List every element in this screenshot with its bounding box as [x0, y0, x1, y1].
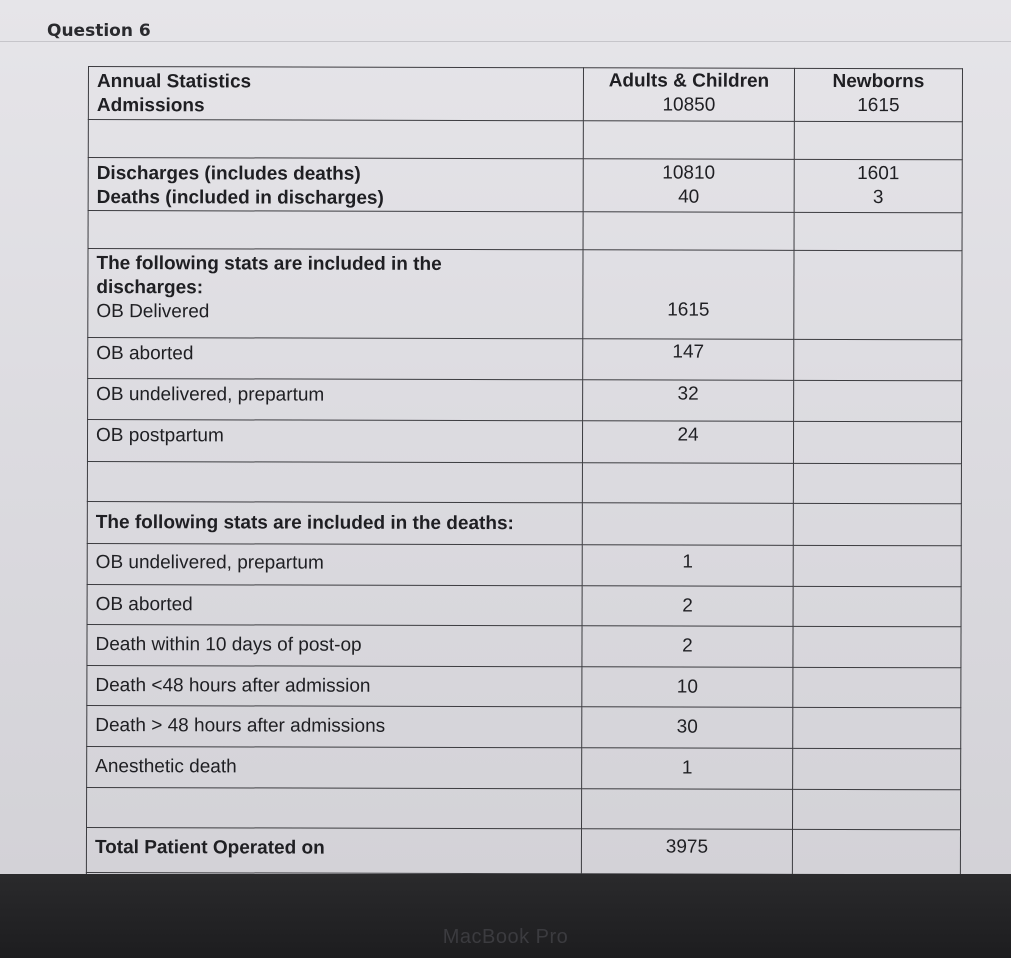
cell-label [87, 501, 582, 544]
discharge-section-heading: The following stats are included in the discharges: [96, 253, 442, 299]
question-header [0, 17, 1011, 42]
table-row [87, 705, 961, 748]
death-row-label: OB undelivered, prepartum [95, 552, 324, 574]
deaths-adults-value: 40 [678, 186, 700, 208]
cell-label [87, 705, 582, 747]
death-row-value: 1 [682, 551, 694, 573]
discharges-label: Discharges (includes deaths) [96, 163, 361, 185]
death-row-value: 10 [676, 676, 698, 698]
cell-label [87, 584, 582, 625]
cell-newborns [794, 159, 962, 212]
death-section-heading: The following stats are included in the deaths: [95, 512, 514, 535]
cell-newborns [794, 380, 962, 421]
cell-newborns [793, 667, 961, 707]
cell-adults [583, 380, 794, 422]
cell-label [87, 624, 582, 666]
laptop-bezel [0, 874, 1011, 958]
death-row-label: Death <48 hours after admission [95, 675, 371, 697]
cell-label [87, 543, 582, 585]
discharge-row-value: 1615 [667, 299, 710, 321]
cell-newborns [793, 586, 961, 626]
cell-label [88, 158, 583, 212]
death-row-value: 1 [681, 757, 693, 779]
discharge-row-label: OB postpartum [96, 425, 224, 447]
deaths-newborns-value: 3 [872, 187, 884, 209]
cell-label [88, 249, 583, 339]
table-row-discharges-deaths [88, 158, 962, 213]
table-row [87, 420, 961, 464]
cell-label [86, 827, 581, 873]
question-title: Question 6 [47, 21, 151, 41]
cell-label [87, 746, 582, 788]
death-row-value: 2 [682, 635, 693, 657]
cell-label [88, 67, 583, 121]
table-row-blank [87, 787, 961, 829]
table-row-blank [88, 120, 962, 160]
discharge-row-label: OB aborted [96, 343, 194, 365]
death-row-label: Anesthetic death [95, 756, 237, 778]
cell-adults [581, 829, 792, 874]
cell-label [88, 379, 583, 421]
table-row [88, 379, 962, 422]
discharges-newborns-value: 1601 [857, 163, 900, 185]
table-row-death-heading [87, 501, 961, 545]
cell-adults [582, 545, 793, 587]
table-row-operated [86, 827, 960, 874]
cell-adults [583, 68, 794, 122]
cell-adults [582, 707, 793, 749]
cell-label [87, 420, 582, 463]
death-row-label: Death within 10 days of post-op [95, 634, 362, 656]
table-row-blank [88, 211, 962, 251]
admissions-label: Admissions [96, 95, 205, 117]
table-row [87, 665, 961, 707]
bezel-brand-label: MacBook Pro [442, 926, 569, 948]
admissions-adults-value: 10850 [662, 94, 716, 116]
cell-newborns [793, 626, 961, 667]
cell-adults [583, 159, 794, 213]
death-row-label: Death > 48 hours after admissions [95, 715, 386, 737]
cell-adults [582, 748, 793, 790]
deaths-label: Deaths (included in discharges) [96, 187, 384, 209]
discharge-row-label: OB undelivered, prepartum [96, 384, 325, 406]
cell-newborns [792, 829, 960, 874]
discharge-row-label: OB Delivered [96, 301, 210, 323]
cell-adults [582, 586, 793, 627]
death-row-label: OB aborted [95, 594, 193, 616]
discharge-row-value: 24 [677, 424, 699, 446]
cell-adults [582, 626, 793, 668]
cell-newborns [793, 707, 961, 748]
cell-newborns [794, 68, 962, 121]
cell-newborns [793, 748, 961, 789]
cell-newborns [794, 339, 962, 380]
discharge-row-value: 32 [677, 383, 699, 405]
cell-adults [583, 339, 794, 381]
death-row-value: 2 [682, 595, 693, 617]
table-row [87, 584, 961, 626]
table-row-discharge-heading [88, 249, 962, 340]
table-row-header-admissions [88, 67, 962, 122]
table-row [87, 543, 961, 586]
death-row-value: 30 [676, 716, 698, 738]
table-row-blank [87, 461, 961, 503]
annual-statistics-table [86, 66, 963, 874]
cell-adults [582, 421, 793, 464]
cell-newborns [793, 503, 961, 545]
cell-adults [583, 250, 794, 340]
table-row [87, 624, 961, 667]
discharge-row-value: 147 [672, 341, 705, 363]
cell-label [87, 665, 582, 706]
cell-newborns [793, 545, 961, 586]
operated-adults-value: 3975 [665, 836, 709, 858]
table-row [88, 338, 962, 381]
cell-newborns [794, 250, 962, 339]
admissions-newborns-value: 1615 [857, 95, 900, 117]
operated-label: Total Patient Operated on [94, 837, 325, 859]
newborns-header: Newborns [832, 70, 925, 93]
cell-adults [582, 667, 793, 708]
cell-newborns [793, 421, 961, 463]
cell-adults [582, 503, 793, 546]
cell-label [88, 338, 583, 380]
adults-children-header: Adults & Children [608, 70, 770, 92]
annual-statistics-label: Annual Statistics [96, 71, 252, 93]
discharges-adults-value: 10810 [662, 162, 716, 184]
table-row [87, 746, 961, 789]
